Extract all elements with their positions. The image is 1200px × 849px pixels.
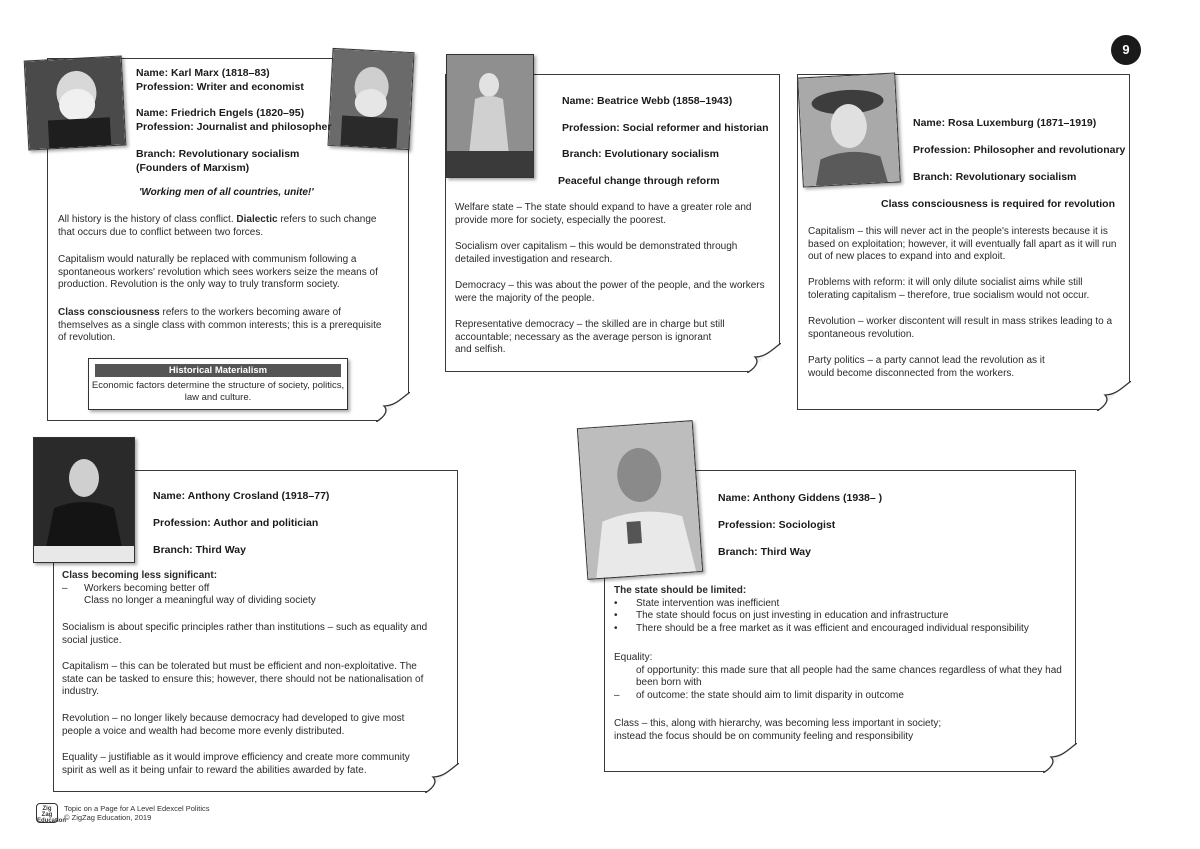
crosland-socialism-paragraph: Socialism is about specific principles rather than institutions – such as equality and social justice. (62, 622, 428, 646)
webb-subheading: Peaceful change through reform (558, 175, 720, 187)
anthony-crosland-portrait (33, 437, 135, 563)
luxemburg-capitalism-paragraph: Capitalism – this will never act in the people's interests because it is based on exploitation; however, it will eventually fall apart as it will run out of new places to expand into and exploit. (808, 226, 1117, 262)
page-curl-icon (747, 343, 781, 373)
giddens-name: Name: Anthony Giddens (1938– ) (718, 492, 883, 504)
historical-materialism-box (88, 358, 348, 410)
luxemburg-profession: Profession: Philosopher and revolutionary (913, 144, 1126, 156)
page-curl-icon (1097, 381, 1131, 411)
marx-branch: Branch: Revolutionary socialism (136, 148, 300, 160)
luxemburg-party-paragraph: Party politics – a party cannot lead the revolution as it would become disconnected from the workers. (808, 355, 1045, 379)
footer-title: Topic on a Page for A Level Edexcel Politics (64, 804, 210, 813)
footer-copyright: © ZigZag Education, 2019 (64, 813, 152, 822)
giddens-branch: Branch: Third Way (718, 546, 811, 558)
webb-democracy-paragraph: Democracy – this was about the power of the people, and the workers were the majority of the people. (455, 280, 765, 304)
marx-profession: Profession: Writer and economist (136, 81, 304, 93)
giddens-equality-list (614, 652, 1064, 702)
list-item: • There should be a free market as it was efficient and encouraged individual responsibility (614, 622, 1029, 634)
historical-materialism-title: Historical Materialism (95, 364, 341, 377)
marx-dialectic-paragraph: All history is the history of class conflict. Dialectic refers to such change that occurs due to conflict between two forces. (58, 214, 377, 238)
historical-materialism-text: Economic factors determine the structure of society, politics, law and culture. (91, 380, 345, 403)
luxemburg-name: Name: Rosa Luxemburg (1871–1919) (913, 117, 1097, 129)
webb-profession: Profession: Social reformer and historian (562, 122, 769, 134)
list-item: of opportunity: this made sure that all people had the same chances regardless of what they had been born with (636, 664, 1062, 688)
marx-capitalism-paragraph: Capitalism would naturally be replaced with communism following a spontaneous workers' revolution which sees workers seize the means of production. Revolution is the only way to truly transform society. (58, 254, 378, 290)
marx-name: Name: Karl Marx (1818–83) (136, 67, 270, 79)
list-item: Class no longer a meaningful way of dividing society (84, 595, 316, 606)
marx-quote: 'Working men of all countries, unite!' (139, 187, 314, 198)
rosa-luxemburg-portrait (797, 73, 901, 188)
webb-name: Name: Beatrice Webb (1858–1943) (562, 95, 733, 107)
giddens-state-heading: The state should be limited: (614, 585, 747, 596)
friedrich-engels-portrait (327, 48, 414, 150)
luxemburg-revolution-paragraph: Revolution – worker discontent will result in mass strikes leading to a spontaneous revolution. (808, 316, 1113, 340)
crosland-class-list (62, 570, 442, 608)
list-item: • State intervention was inefficient (614, 597, 780, 609)
page-curl-icon (376, 392, 410, 422)
crosland-class-heading: Class becoming less significant: (62, 570, 218, 581)
luxemburg-subheading: Class consciousness is required for revolution (881, 198, 1115, 210)
crosland-branch: Branch: Third Way (153, 544, 246, 556)
list-item: – of outcome: the state should aim to limit disparity in outcome (614, 689, 904, 701)
crosland-equality-paragraph: Equality – justifiable as it would improve efficiency and create more community spirit as well as it being unfair to reward the abilities awarded by fate. (62, 752, 410, 776)
giddens-state-list (614, 585, 1064, 635)
engels-name: Name: Friedrich Engels (1820–95) (136, 107, 305, 119)
marx-class-consciousness-paragraph: Class consciousness refers to the workers becoming aware of themselves as a single class with common interests; this is a prerequisite of revolution. (58, 307, 382, 343)
karl-marx-portrait (24, 55, 127, 150)
luxemburg-reform-paragraph: Problems with reform: it will only dilute socialist aims while still tolerating capitalism – therefore, true socialism would not occur. (808, 277, 1090, 301)
list-item: • The state should focus on just investing in education and infrastructure (614, 610, 949, 621)
engels-profession: Profession: Journalist and philosopher (136, 121, 332, 133)
marx-branch-note: (Founders of Marxism) (136, 162, 250, 174)
anthony-giddens-portrait (577, 420, 703, 580)
footer (36, 803, 210, 822)
list-item: – Workers becoming better off (62, 582, 210, 594)
webb-representative-paragraph: Representative democracy – the skilled are in charge but still accountable; necessary as the average person is ignorant and selfish. (455, 319, 725, 355)
luxemburg-branch: Branch: Revolutionary socialism (913, 171, 1077, 183)
giddens-class-paragraph: Class – this, along with hierarchy, was becoming less important in society; instead the focus should be on community feeling and responsibility (614, 718, 942, 742)
giddens-equality-heading: Equality: (614, 652, 653, 663)
crosland-capitalism-paragraph: Capitalism – this can be tolerated but must be efficient and non-exploitative. The state can be tasked to ensure this; however, there should not be nationalisation of industry. (62, 661, 424, 697)
webb-welfare-paragraph: Welfare state – The state should expand to have a greater role and provide more for society, especially the poorest. (455, 202, 752, 226)
zigzag-logo: Zig Zag Education (36, 803, 58, 823)
crosland-revolution-paragraph: Revolution – no longer likely because democracy had developed to give most people a voice and wealth had become more evenly distributed. (62, 713, 405, 737)
crosland-profession: Profession: Author and politician (153, 517, 319, 529)
webb-branch: Branch: Evolutionary socialism (562, 148, 719, 160)
page-curl-icon (1043, 743, 1077, 773)
crosland-name: Name: Anthony Crosland (1918–77) (153, 490, 330, 502)
page-curl-icon (425, 763, 459, 793)
page-number-badge: 9 (1111, 35, 1141, 65)
beatrice-webb-portrait (446, 54, 534, 178)
webb-socialism-paragraph: Socialism over capitalism – this would be demonstrated through detailed investigation and research. (455, 241, 738, 265)
giddens-profession: Profession: Sociologist (718, 519, 836, 531)
